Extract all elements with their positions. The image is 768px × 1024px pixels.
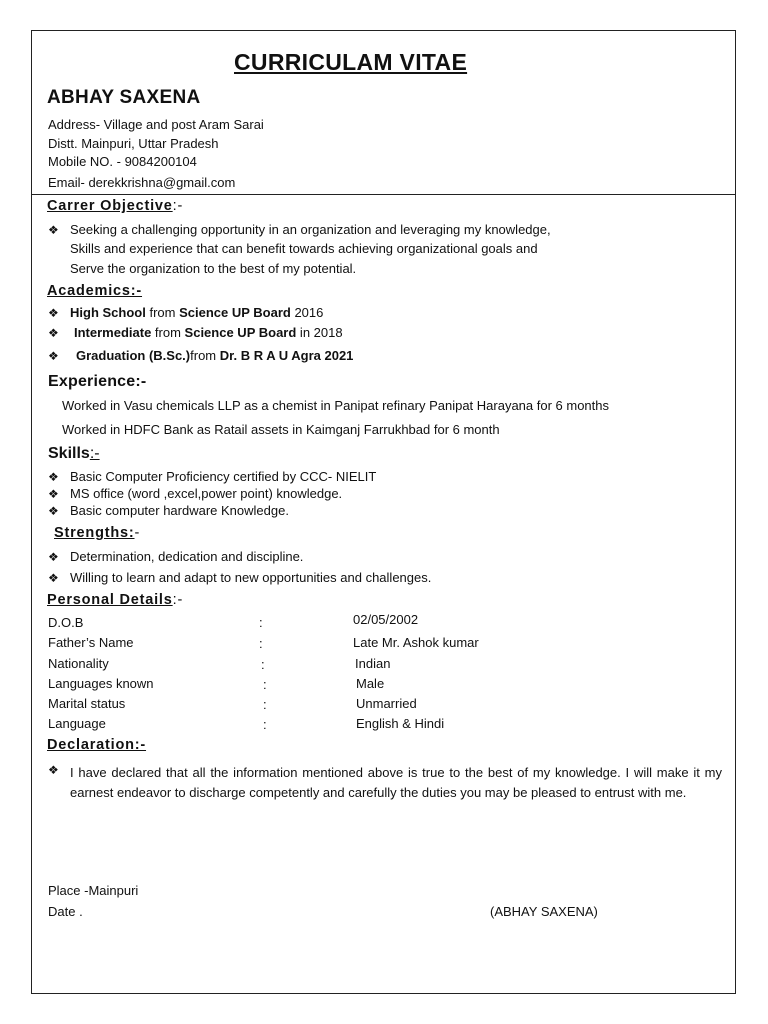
strengths-heading-text: Strengths: [54,525,135,541]
address-line: Address- Village and post Aram Sarai [48,117,264,132]
marital-status-label: Marital status [48,696,126,711]
objective-heading-suffix: :- [172,198,184,214]
strength-item-1 [48,549,303,564]
objective-line-2: Skills and experience that can benefit towards achieving organizational goals and [70,241,538,256]
place-line: Place -Mainpuri [48,883,139,898]
academic-1-year: 2016 [290,305,324,320]
strength-text-2: Willing to learn and adapt to new opportunities and challenges. [70,570,432,585]
skill-item-1 [48,469,376,484]
skills-heading-text: Skills [48,445,90,462]
email-line: Email- derekkrishna@gmail.com [48,175,236,190]
academic-2-from: from [151,325,185,340]
academic-3-from: from [190,348,220,363]
diamond-bullet-icon: ❖ [48,306,59,320]
strength-text-1: Determination, dedication and discipline. [70,549,304,564]
header-divider [32,194,735,195]
languages-known-value: Male [356,676,385,691]
diamond-bullet-icon: ❖ [48,470,59,484]
academic-2-year: in 2018 [296,325,343,340]
signature-name: (ABHAY SAXENA) [490,904,598,919]
skill-text-1: Basic Computer Proficiency certified by CCC- NIELIT [70,469,377,484]
academic-item-3 [48,348,353,363]
declaration-text: I have declared that all the information mentioned above is true to the best of my knowledge. I will make it my earnest endeavor to discharge competently and carefully the duties you may be pleased to entrust with me. [70,765,722,800]
father-name-colon: : [259,636,263,651]
academic-2-board: Science UP Board [184,325,297,340]
objective-line-3: Serve the organization to the best of my potential. [70,261,357,276]
mobile-line: Mobile NO. - 9084200104 [48,154,197,169]
father-name-value: Late Mr. Ashok kumar [353,635,479,650]
objective-heading [47,198,183,214]
diamond-bullet-icon: ❖ [48,763,59,777]
diamond-bullet-icon: ❖ [48,349,59,363]
language-value: English & Hindi [356,716,445,731]
academics-heading: Academics:- [47,283,143,299]
academic-item-2 [48,325,343,340]
marital-status-colon: : [263,697,267,712]
diamond-bullet-icon: ❖ [48,223,59,237]
date-line: Date . [48,904,83,919]
nationality-label: Nationality [48,656,109,671]
academic-2-level: Intermediate [74,325,152,340]
experience-heading: Experience:- [48,373,147,390]
languages-known-colon: : [263,677,267,692]
skills-heading [48,445,100,463]
personal-heading [47,592,183,608]
skill-item-2 [48,486,342,501]
objective-line-1: Seeking a challenging opportunity in an organization and leveraging my knowledge, [70,222,551,237]
academic-1-level: High School [70,305,146,320]
skill-text-2: MS office (word ,excel,power point) knowledge. [70,486,343,501]
nationality-colon: : [261,657,265,672]
personal-heading-suffix: :- [172,592,184,608]
strengths-heading [54,525,140,541]
dob-label: D.O.B [48,615,84,630]
skill-text-3: Basic computer hardware Knowledge. [70,503,289,518]
skill-item-3 [48,503,289,518]
dob-colon: : [259,615,263,630]
district-line: Distt. Mainpuri, Uttar Pradesh [48,136,219,151]
personal-heading-text: Personal Details [47,592,173,608]
experience-line-2: Worked in HDFC Bank as Ratail assets in Kaimganj Farrukhbad for 6 month [62,422,500,437]
diamond-bullet-icon: ❖ [48,571,59,585]
objective-heading-text: Carrer Objective [47,198,173,214]
objective-item [48,222,551,237]
document-title: CURRICULAM VITAE [234,49,468,75]
academic-3-university: Dr. B R A U Agra 2021 [219,348,354,363]
strength-item-2 [48,570,431,585]
strengths-heading-suffix: - [134,525,141,541]
academic-1-from: from [145,305,180,320]
academic-1-board: Science UP Board [179,305,291,320]
cv-page [31,30,736,994]
diamond-bullet-icon: ❖ [48,326,59,340]
academic-3-level: Graduation (B.Sc.) [76,348,191,363]
language-label: Language [48,716,106,731]
declaration-heading: Declaration:- [47,737,147,753]
diamond-bullet-icon: ❖ [48,487,59,501]
academic-item-1 [48,305,323,320]
experience-line-1: Worked in Vasu chemicals LLP as a chemist in Panipat refinary Panipat Harayana for 6 months [62,398,610,413]
diamond-bullet-icon: ❖ [48,550,59,564]
marital-status-value: Unmarried [356,696,417,711]
dob-value: 02/05/2002 [353,612,419,627]
diamond-bullet-icon: ❖ [48,504,59,518]
candidate-name: ABHAY SAXENA [47,87,201,108]
languages-known-label: Languages known [48,676,154,691]
father-name-label: Father’s Name [48,635,134,650]
nationality-value: Indian [355,656,391,671]
skills-heading-suffix: :- [89,445,100,462]
language-colon: : [263,717,267,732]
